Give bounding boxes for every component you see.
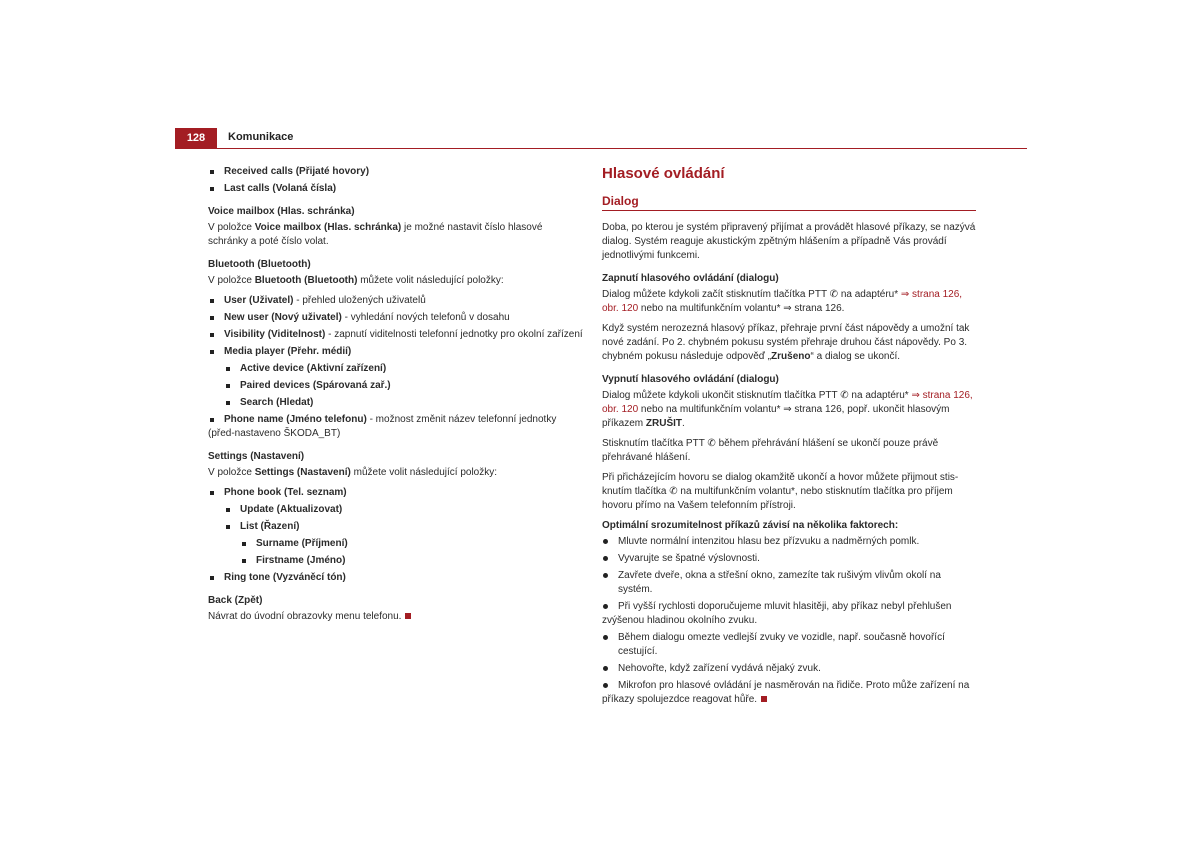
list-item: Paired devices (Spárovaná zař.) (224, 379, 583, 393)
back-text: Návrat do úvodní obrazovky menu telefonu. (208, 610, 583, 624)
list-item: Active device (Aktivní zařízení) (224, 362, 583, 376)
incoming-call-text: Při přicházejícím hovoru se dialog okamžitě ukončí a hovor můžete přijmout stis-knutím tlačítka ✆ na multifunkčním volantu*, nebo stisknutím tlačítka pro příjem hovoru přímo na Vašem telefonním přístroji. (602, 472, 959, 511)
section-title: Hlasové ovládání (602, 165, 725, 182)
list-item: Surname (Příjmení) (240, 537, 583, 551)
factors-heading: Optimální srozumitelnost příkazů závisí na několika faktorech: (602, 520, 899, 531)
phone-icon: ✆ (669, 486, 678, 497)
voicemail-text: V položce Voice mailbox (Hlas. schránka) je možné nastavit číslo hlasové schránky a poté číslo volat. (208, 222, 543, 247)
back-heading: Back (Zpět) (208, 595, 263, 606)
list-item: List (Řazení) (224, 520, 583, 534)
bluetooth-heading: Bluetooth (Bluetooth) (208, 259, 311, 270)
list-item: Search (Hledat) (224, 396, 583, 410)
page-link[interactable]: ⇒ strana 126, obr. 120 (602, 390, 973, 415)
left-column (208, 165, 583, 630)
list-item: Vyvarujte se špatné výslovnosti. (602, 552, 976, 566)
list-item: Update (Aktualizovat) (224, 503, 583, 517)
list-item: Received calls (Přijaté hovory) (208, 165, 583, 179)
right-column (602, 165, 976, 710)
bluetooth-text: V položce Bluetooth (Bluetooth) můžete volit následující položky: (208, 275, 504, 286)
page-header (175, 128, 1027, 149)
dialog-on-text: Dialog můžete kdykoli začít stisknutím tlačítka PTT ✆ na adaptéru* ⇒ strana 126, obr. 120 nebo na multifunkčním volantu* ⇒ strana 126. (602, 289, 963, 314)
list-item: Last calls (Volaná čísla) (208, 182, 583, 196)
list-item: User (Uživatel) - přehled uložených uživatelů (208, 294, 583, 308)
list-item: Media player (Přehr. médií) (208, 345, 583, 359)
settings-heading: Settings (Nastavení) (208, 451, 305, 462)
ptt-button-icon: ✆ (829, 289, 839, 300)
list-item: Nehovořte, když zařízení vydává nějaký zvuk. (602, 662, 976, 676)
list-item: Mluvte normální intenzitou hlasu bez přízvuku a nadměrných pomlk. (602, 535, 976, 549)
list-item: Phone book (Tel. seznam) (208, 486, 583, 500)
list-item: Firstname (Jméno) (240, 554, 583, 568)
chapter-title: Komunikace (228, 131, 294, 143)
list-item: Visibility (Viditelnost) - zapnutí viditelnosti telefonní jednotky pro okolní zařízení (208, 328, 583, 342)
list-item: Zavřete dveře, okna a střešní okno, zamezíte tak rušivým vlivům okolí na systém. (602, 569, 976, 597)
voicemail-heading: Voice mailbox (Hlas. schránka) (208, 206, 355, 217)
list-item: Phone name (Jméno telefonu) - možnost změnit název telefonní jednotky (před-nastaveno ŠKODA_BT) (208, 413, 583, 441)
retry-text: Když systém nerozezná hlasový příkaz, přehraje první část nápovědy a umožní tak nové zadání. Po 2. chybném pokusu systém přehraje druhou část nápovědy. Po 3. chybném pokusu následuje odpověď „Zrušeno“ a dialog se ukončí. (602, 323, 970, 362)
list-item: Ring tone (Vyzváněcí tón) (208, 571, 583, 585)
end-of-section-icon (761, 696, 767, 702)
settings-text: V položce Settings (Nastavení) můžete volit následující položky: (208, 467, 498, 478)
list-item: Během dialogu omezte vedlejší zvuky ve vozidle, např. současně hovořící cestující. (602, 631, 976, 659)
list-item: Při vyšší rychlosti doporučujeme mluvit hlasitěji, aby příkaz nebyl přehlušen zvýšenou hladinou okolního zvuku. (602, 600, 976, 628)
ptt-text: Stisknutím tlačítka PTT ✆ během přehrávání hlášení se ukončí pouze právě přehrávané hlášení. (602, 438, 939, 463)
intro-text: Doba, po kterou je systém připravený přijímat a provádět hlasové příkazy, se nazývá dialog. Systém reaguje akustickým zpětným hlášením a případně Vás provádí jednotlivými funkcemi. (602, 222, 976, 261)
subsection-title: Dialog (602, 194, 976, 211)
ptt-button-icon: ✆ (707, 438, 716, 449)
list-item: Mikrofon pro hlasové ovládání je nasměrován na řidiče. Proto může zařízení na příkazy spolujezdce reagovat hůře. (602, 679, 976, 707)
dialog-off-heading: Vypnutí hlasového ovládání (dialogu) (602, 374, 779, 385)
dialog-off-text: Dialog můžete kdykoli ukončit stisknutím tlačítka PTT ✆ na adaptéru* ⇒ strana 126, obr. 120 nebo na multifunkčním volantu* ⇒ strana 126, popř. ukončit hlasovým příkazem ZRUŠIT. (602, 390, 973, 429)
dialog-on-heading: Zapnutí hlasového ovládání (dialogu) (602, 273, 779, 284)
list-item: New user (Nový uživatel) - vyhledání nových telefonů v dosahu (208, 311, 583, 325)
ptt-button-icon: ✆ (840, 390, 849, 401)
end-of-section-icon (405, 613, 411, 619)
page-link[interactable]: ⇒ strana 126, obr. 120 (602, 289, 963, 314)
page-number: 128 (175, 128, 217, 148)
